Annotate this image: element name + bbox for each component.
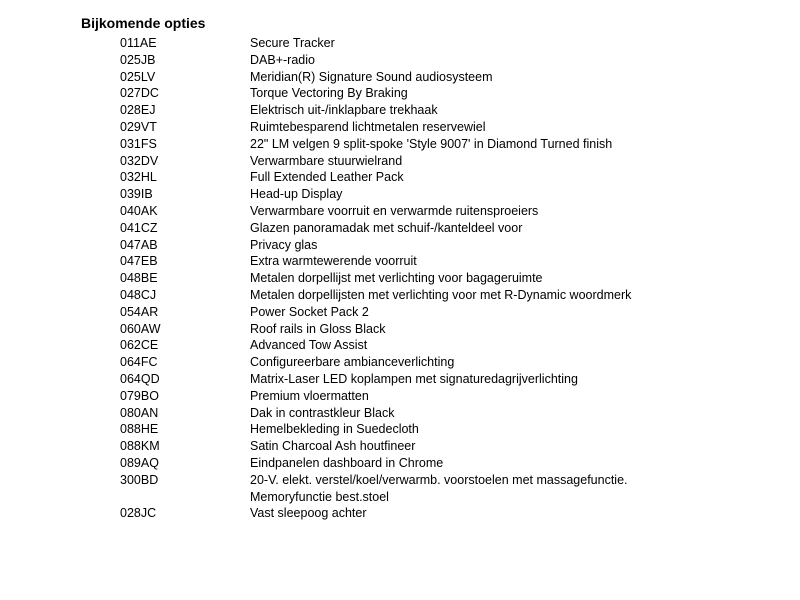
option-description-line: Vast sleepoog achter: [250, 506, 367, 521]
option-description: [250, 388, 680, 405]
option-code: 039IB: [120, 187, 153, 202]
option-code: 062CE: [120, 338, 159, 353]
option-description-line: Extra warmtewerende voorruit: [250, 254, 417, 269]
option-code: 048BE: [120, 271, 158, 286]
option-description: [250, 321, 680, 338]
option-row: [0, 203, 800, 220]
option-row: [0, 153, 800, 170]
option-description: [250, 337, 680, 354]
option-code: 089AQ: [120, 455, 159, 470]
option-row: [0, 505, 800, 522]
option-row: [0, 321, 800, 338]
option-description: [250, 405, 680, 422]
option-code: 040AK: [120, 203, 158, 218]
option-description-line: Advanced Tow Assist: [250, 338, 368, 353]
option-description: [250, 186, 680, 203]
option-row: [0, 287, 800, 304]
option-description: [250, 371, 680, 388]
option-code: 047AB: [120, 237, 158, 252]
option-row: [0, 220, 800, 237]
option-code: 028JC: [120, 506, 157, 521]
option-row: [0, 186, 800, 203]
section-heading: Bijkomende opties: [81, 15, 206, 31]
option-code: 054AR: [120, 304, 159, 319]
option-row: [0, 438, 800, 455]
option-code: 025JB: [120, 52, 156, 67]
option-code: 088HE: [120, 422, 159, 437]
option-description-line: Glazen panoramadak met schuif-/kanteldeel voor: [250, 220, 523, 235]
option-description-line: Full Extended Leather Pack: [250, 170, 404, 185]
option-code: 047EB: [120, 254, 158, 269]
option-description: [250, 35, 680, 52]
option-description-line: Privacy glas: [250, 237, 318, 252]
option-description-line: 20-V. elekt. verstel/koel/verwarmb. voorstoelen met massagefunctie.: [250, 472, 628, 487]
option-description-line: DAB+-radio: [250, 52, 315, 67]
option-description: [250, 220, 680, 237]
option-code: 080AN: [120, 405, 159, 420]
option-description: [250, 472, 680, 506]
option-description: [250, 52, 680, 69]
option-row: [0, 472, 800, 506]
option-code: 048CJ: [120, 287, 157, 302]
option-code: 079BO: [120, 388, 159, 403]
option-code: 064FC: [120, 355, 158, 370]
option-code: 011AE: [120, 36, 157, 50]
option-description: [250, 153, 680, 170]
option-row: [0, 304, 800, 321]
option-description-line: Dak in contrastkleur Black: [250, 405, 395, 420]
option-description: [250, 69, 680, 86]
option-description: [250, 304, 680, 321]
option-description-line: Premium vloermatten: [250, 388, 369, 403]
option-description: [250, 421, 680, 438]
option-description-line: Metalen dorpellijsten met verlichting voor met R-Dynamic woordmerk: [250, 287, 632, 302]
option-description: [250, 85, 680, 102]
option-description-line: Torque Vectoring By Braking: [250, 86, 408, 101]
option-description: [250, 237, 680, 254]
option-description-line: Roof rails in Gloss Black: [250, 321, 386, 336]
option-description-line: Metalen dorpellijst met verlichting voor bagageruimte: [250, 271, 543, 286]
option-code: 029VT: [120, 119, 157, 134]
option-code: 032DV: [120, 153, 159, 168]
option-description: [250, 455, 680, 472]
option-code: 025LV: [120, 69, 156, 84]
option-row: [0, 337, 800, 354]
option-description: [250, 287, 680, 304]
option-row: [0, 102, 800, 119]
option-description-line: Matrix-Laser LED koplampen met signaturedagrijverlichting: [250, 371, 578, 386]
option-row: [0, 270, 800, 287]
option-description-line: Meridian(R) Signature Sound audiosysteem: [250, 69, 493, 84]
option-description-line: Memoryfunctie best.stoel: [250, 489, 389, 504]
option-description: [250, 203, 680, 220]
option-row: [0, 354, 800, 371]
option-description: [250, 119, 680, 136]
option-description-line: Head-up Display: [250, 187, 343, 202]
option-description-line: Verwarmbare voorruit en verwarmde ruitensproeiers: [250, 203, 539, 218]
option-description-line: Verwarmbare stuurwielrand: [250, 153, 403, 168]
option-row: [0, 388, 800, 405]
option-code: 088KM: [120, 439, 160, 454]
option-row: [0, 405, 800, 422]
option-row: [0, 169, 800, 186]
option-code: 028EJ: [120, 103, 156, 118]
option-description-line: Elektrisch uit-/inklapbare trekhaak: [250, 103, 438, 118]
option-row: [0, 119, 800, 136]
option-row: [0, 35, 800, 52]
option-description-line: Satin Charcoal Ash houtfineer: [250, 439, 416, 454]
option-description-line: Eindpanelen dashboard in Chrome: [250, 455, 444, 470]
option-code: 060AW: [120, 321, 161, 336]
option-description: [250, 253, 680, 270]
option-row: [0, 69, 800, 86]
option-code: 064QD: [120, 371, 160, 386]
option-description-line: Power Socket Pack 2: [250, 304, 369, 319]
option-description-line: 22" LM velgen 9 split-spoke 'Style 9007' in Diamond Turned finish: [250, 136, 613, 151]
option-description: [250, 102, 680, 119]
option-description-line: Configureerbare ambianceverlichting: [250, 355, 455, 370]
option-row: [0, 421, 800, 438]
option-description-line: Hemelbekleding in Suedecloth: [250, 422, 419, 437]
option-description: [250, 169, 680, 186]
option-code: 027DC: [120, 86, 159, 101]
option-row: [0, 136, 800, 153]
option-code: 032HL: [120, 170, 157, 185]
option-row: [0, 253, 800, 270]
option-description: [250, 136, 680, 153]
option-description: [250, 505, 680, 522]
option-description: [250, 270, 680, 287]
option-row: [0, 52, 800, 69]
option-code: 300BD: [120, 472, 159, 487]
option-code: 041CZ: [120, 220, 158, 235]
options-list: [0, 35, 800, 522]
option-row: [0, 237, 800, 254]
option-description: [250, 438, 680, 455]
option-code: 031FS: [120, 136, 157, 151]
option-row: [0, 455, 800, 472]
option-description-line: Ruimtebesparend lichtmetalen reservewiel: [250, 119, 486, 134]
option-description-line: Secure Tracker: [250, 36, 335, 50]
option-row: [0, 371, 800, 388]
option-row: [0, 85, 800, 102]
option-description: [250, 354, 680, 371]
